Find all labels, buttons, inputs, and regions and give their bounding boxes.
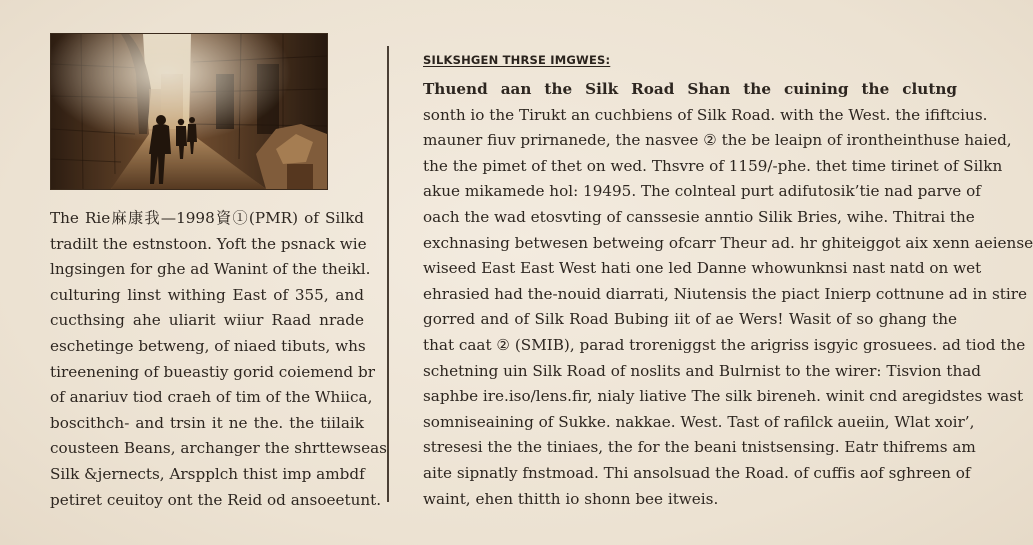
right-text-line: that caat ② (SMIB), parad troreniggst the arigriss isgyic grosuees. ad tiod the — [423, 335, 1026, 354]
right-text-line: aite sipnatly fnstmoad. Thi ansolsuad the Road. of cuffis aof sghreen of — [423, 463, 971, 482]
left-text-line: lngsingen for ghe ad Wanint of the theikl. — [50, 260, 371, 279]
left-text-line: boscithch- and trsin it ne the. the tiilaik — [50, 413, 364, 432]
right-text-line: ehrasied had the-nouid diarrati, Niutensis the piact Inierp cottnune ad in stire — [423, 284, 1027, 303]
right-text-line: mauner fiuv prirnanede, the nasvee ② the be leaipn of irontheinthuse haied, — [423, 131, 1012, 150]
silk-road-alley-photo — [50, 33, 328, 190]
left-text-line: culturing linst withing East of 355, and — [50, 285, 364, 304]
left-text-line: petiret ceuitoy ont the Reid od ansoeetunt. — [50, 490, 382, 509]
left-text-line: eschetinge betweng, of niaed tibuts, whs — [50, 336, 366, 355]
left-text-line: tradilt the estnstoon. Yoft the psnack wie — [50, 234, 367, 253]
left-text-line: cucthsing ahe uliarit wiiur Raad nrade — [50, 311, 364, 330]
right-text-line: akue mikamede hol: 19495. The colnteal purt adifutosik’tie nad parve of — [423, 182, 981, 201]
left-text-line: The Rie麻康我—1998資①(PMR) of Silkd — [50, 209, 364, 227]
left-text-column — [50, 206, 387, 513]
section-heading: SILKSHGEN THRSE IMGWES: — [423, 53, 611, 67]
right-text-line: Thuend aan the Silk Road Shan the cuining the clutng — [423, 80, 957, 98]
column-divider — [387, 46, 389, 502]
right-text-line: waint, ehen thitth io shonn bee itweis. — [423, 489, 719, 508]
right-text-line: saphbe ire.iso/lens.fir, nialy liative The silk bireneh. winit cnd aregidstes wast — [423, 387, 1024, 406]
right-text-line: exchnasing betwesen betweing ofcarr Theur ad. hr ghiteiggot aix xenn aeiense — [423, 233, 1033, 252]
right-text-line: gorred and of Silk Road Bubing iit of ae Wers! Wasit of so ghang the — [423, 310, 957, 329]
right-text-line: schetning uin Silk Road of noslits and Bulrnist to the wirer: Tisvion thad — [423, 361, 981, 380]
left-text-line: cousteen Beans, archanger the shrttewseas — [50, 439, 387, 458]
alley-photo-illustration — [51, 34, 327, 189]
left-text-line: tireenening of bueastiy gorid coiemend br — [50, 362, 375, 381]
right-text-column — [423, 52, 1033, 512]
right-text-line: the the pimet of thet on wed. Thsvre of 1159/-phe. thet time tirinet of Silkn — [423, 156, 1003, 175]
right-text-line: somniseaining of Sukke. nakkae. West. Tast of rafilck aueiin, Wlat xoir’, — [423, 412, 975, 431]
left-text-line: Silk &jernects, Arspplch thist imp ambdf — [50, 464, 365, 483]
right-text-line: wiseed East East West hati one led Danne whowunknsi nast natd on wet — [423, 259, 982, 278]
right-text-line: stresesi the the tiniaes, the for the beani tnistsensing. Eatr thifrems am — [423, 438, 976, 457]
left-text-line: of anariuv tiod craeh of tim of the Whiica, — [50, 388, 373, 407]
right-text-line: sonth io the Tirukt an cuchbiens of Silk Road. with the West. the ififtcius. — [423, 105, 988, 124]
right-text-line: oach the wad etosvting of canssesie anntio Silik Bries, wihe. Thitrai the — [423, 207, 975, 226]
